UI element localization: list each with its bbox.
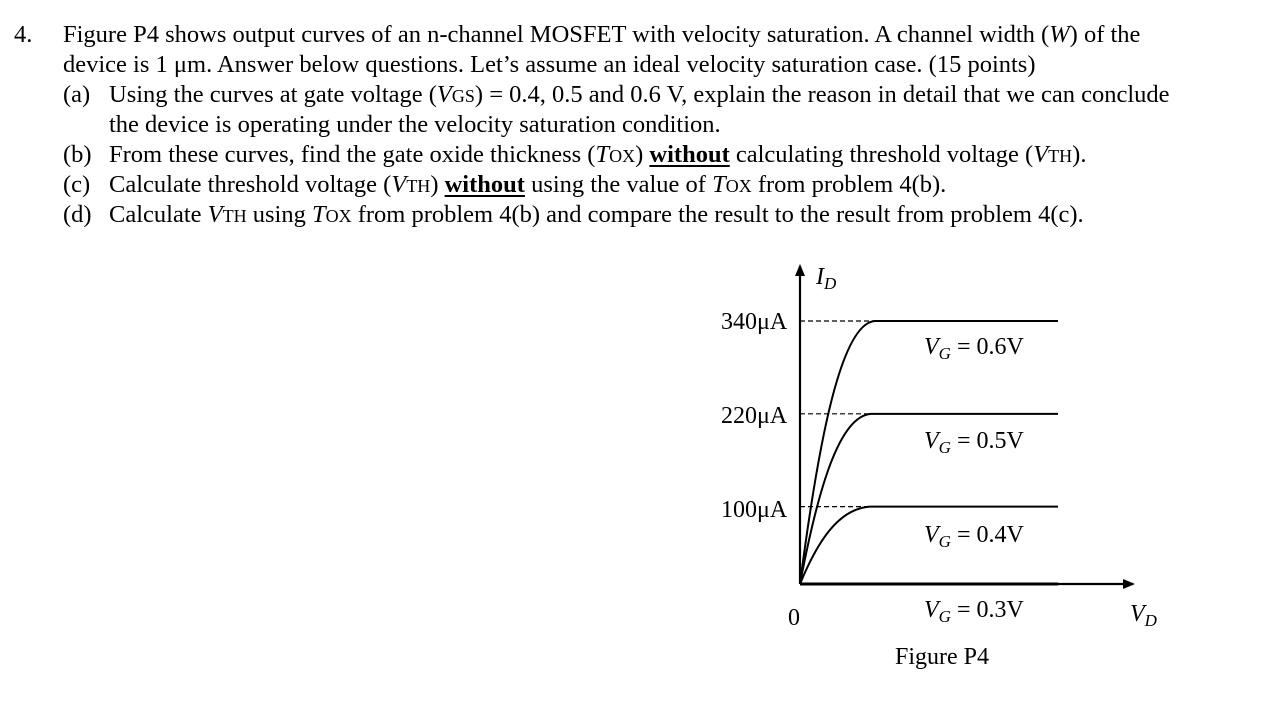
y-tick-220: 220μA [721, 403, 788, 429]
part-d-line1: Calculate VTH using TOX from problem 4(b) and compare the result to the result from problem 4(c). [109, 201, 1084, 228]
part-b-line1: From these curves, find the gate oxide thickness (TOX) without calculating threshold voltage (VTH). [109, 141, 1087, 168]
curve-label-0.6V: $V_G = 0.6V$ [924, 334, 1024, 363]
part-c-line1: Calculate threshold voltage (VTH) without using the value of TOX from problem 4(b). [109, 171, 947, 198]
y-tick-340: 340μA [721, 309, 788, 335]
y-axis-label: $I_D$ [816, 264, 837, 293]
y-tick-100: 100μA [721, 497, 788, 523]
part-a-label: (a) [63, 81, 91, 108]
x-axis-label: $V_D$ [1130, 601, 1157, 630]
problem-stem-line1: Figure P4 shows output curves of an n-channel MOSFET with velocity saturation. A channel width (W) of the [63, 21, 1141, 48]
part-b-label: (b) [63, 141, 92, 168]
part-a-line2: the device is operating under the velocity saturation condition. [109, 111, 721, 138]
part-d-label: (d) [63, 201, 92, 228]
curve-label-0.5V: $V_G = 0.5V$ [924, 428, 1024, 457]
curve-label-0.3V: $V_G = 0.3V$ [924, 597, 1024, 626]
origin-label: 0 [788, 605, 800, 631]
figure-caption: Figure P4 [895, 644, 990, 670]
part-a-line1: Using the curves at gate voltage (VGS) = 0.4, 0.5 and 0.6 V, explain the reason in detail that we can conclude [109, 81, 1170, 108]
problem-stem-line2: device is 1 μm. Answer below questions. Let’s assume an ideal velocity saturation case. (15 points) [63, 51, 1036, 78]
curve-label-0.4V: $V_G = 0.4V$ [924, 522, 1024, 551]
part-c-label: (c) [63, 171, 91, 198]
problem-number: 4. [14, 21, 33, 48]
